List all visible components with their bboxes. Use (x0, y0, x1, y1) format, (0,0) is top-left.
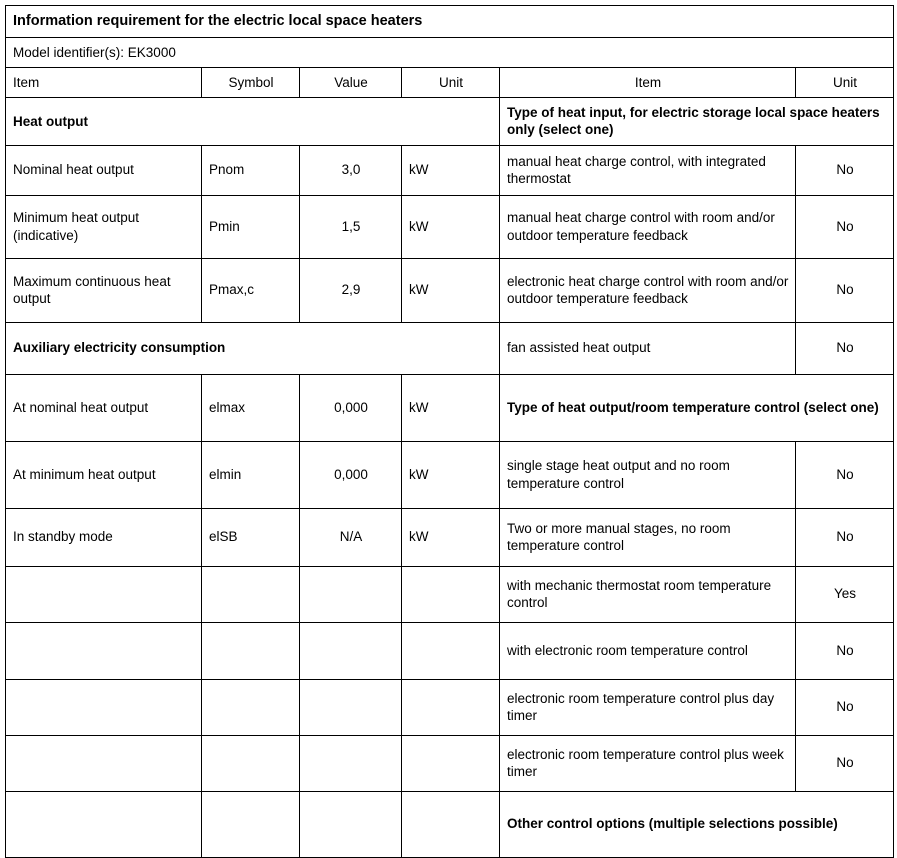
row-unit-empty (402, 735, 500, 791)
row-unit: kW (402, 441, 500, 508)
row-symbol: Pnom (202, 145, 300, 195)
row-value-empty (300, 622, 402, 679)
row-right-item: with mechanic thermostat room temperature control (500, 566, 796, 622)
row-right-unit: No (796, 441, 894, 508)
row-item-empty (6, 791, 202, 857)
table-row (6, 195, 894, 258)
column-header-unit: Unit (402, 67, 500, 97)
column-header-right-unit: Unit (796, 67, 894, 97)
row-item-label: In standby mode (6, 508, 202, 566)
table-row (6, 258, 894, 322)
row-unit-empty (402, 622, 500, 679)
column-header-symbol: Symbol (202, 67, 300, 97)
table-row-column-headers (6, 67, 894, 97)
row-symbol-empty (202, 735, 300, 791)
row-unit: kW (402, 258, 500, 322)
band-heat-output: Heat output (6, 98, 500, 146)
band-auxiliary-electricity: Auxiliary electricity consumption (6, 322, 500, 374)
row-right-unit: No (796, 735, 894, 791)
table-row-model (6, 37, 894, 67)
row-symbol-empty (202, 791, 300, 857)
row-right-item: manual heat charge control with room and/or outdoor temperature feedback (500, 195, 796, 258)
row-symbol: Pmax,c (202, 258, 300, 322)
row-unit-empty (402, 566, 500, 622)
row-unit: kW (402, 195, 500, 258)
row-value: 3,0 (300, 145, 402, 195)
row-right-unit: No (796, 322, 894, 374)
row-item-label: Nominal heat output (6, 145, 202, 195)
row-symbol: elSB (202, 508, 300, 566)
row-item-empty (6, 735, 202, 791)
row-right-item: single stage heat output and no room temperature control (500, 441, 796, 508)
row-right-unit: No (796, 195, 894, 258)
row-value: 0,000 (300, 441, 402, 508)
row-right-item: Two or more manual stages, no room temperature control (500, 508, 796, 566)
column-header-value: Value (300, 67, 402, 97)
column-header-item: Item (6, 67, 202, 97)
column-header-right-item: Item (500, 67, 796, 97)
row-right-unit: No (796, 508, 894, 566)
band-heat-input: Type of heat input, for electric storage local space heaters only (select one) (500, 98, 894, 146)
table-row (6, 622, 894, 679)
table-row-band-heat (6, 98, 894, 146)
table-row-band-auxiliary (6, 322, 894, 374)
row-unit: kW (402, 145, 500, 195)
row-right-unit: Yes (796, 566, 894, 622)
row-right-unit: No (796, 258, 894, 322)
row-unit-empty (402, 679, 500, 735)
table-row-title (6, 6, 894, 38)
row-right-unit: No (796, 622, 894, 679)
row-unit: kW (402, 508, 500, 566)
specification-table (5, 5, 894, 858)
table-row (6, 679, 894, 735)
row-value-empty (300, 566, 402, 622)
row-unit-empty (402, 791, 500, 857)
band-temperature-control: Type of heat output/room temperature control (select one) (500, 374, 894, 441)
row-item-label: At minimum heat output (6, 441, 202, 508)
row-right-item: manual heat charge control, with integrated thermostat (500, 145, 796, 195)
row-value: 0,000 (300, 374, 402, 441)
row-right-item: electronic room temperature control plus day timer (500, 679, 796, 735)
row-item-label: Maximum continuous heat output (6, 258, 202, 322)
document-title: Information requirement for the electric local space heaters (6, 6, 894, 38)
row-value-empty (300, 679, 402, 735)
row-item-empty (6, 679, 202, 735)
row-right-item: fan assisted heat output (500, 322, 796, 374)
row-symbol: elmin (202, 441, 300, 508)
row-unit: kW (402, 374, 500, 441)
row-right-item: with electronic room temperature control (500, 622, 796, 679)
row-right-unit: No (796, 679, 894, 735)
table-row (6, 508, 894, 566)
row-value: N/A (300, 508, 402, 566)
table-row (6, 735, 894, 791)
row-value-empty (300, 791, 402, 857)
row-value: 2,9 (300, 258, 402, 322)
row-symbol-empty (202, 566, 300, 622)
table-row (6, 441, 894, 508)
row-item-label: Minimum heat output (indicative) (6, 195, 202, 258)
row-item-empty (6, 622, 202, 679)
row-right-item: electronic room temperature control plus week timer (500, 735, 796, 791)
row-symbol: Pmin (202, 195, 300, 258)
table-row (6, 374, 894, 441)
row-symbol-empty (202, 679, 300, 735)
row-value-empty (300, 735, 402, 791)
row-value: 1,5 (300, 195, 402, 258)
row-symbol: elmax (202, 374, 300, 441)
table-row (6, 145, 894, 195)
row-item-label: At nominal heat output (6, 374, 202, 441)
table-row-band-other (6, 791, 894, 857)
row-item-empty (6, 566, 202, 622)
row-symbol-empty (202, 622, 300, 679)
band-other-control-options: Other control options (multiple selections possible) (500, 791, 894, 857)
table-row (6, 566, 894, 622)
model-identifier: Model identifier(s): EK3000 (6, 37, 894, 67)
row-right-item: electronic heat charge control with room and/or outdoor temperature feedback (500, 258, 796, 322)
row-right-unit: No (796, 145, 894, 195)
